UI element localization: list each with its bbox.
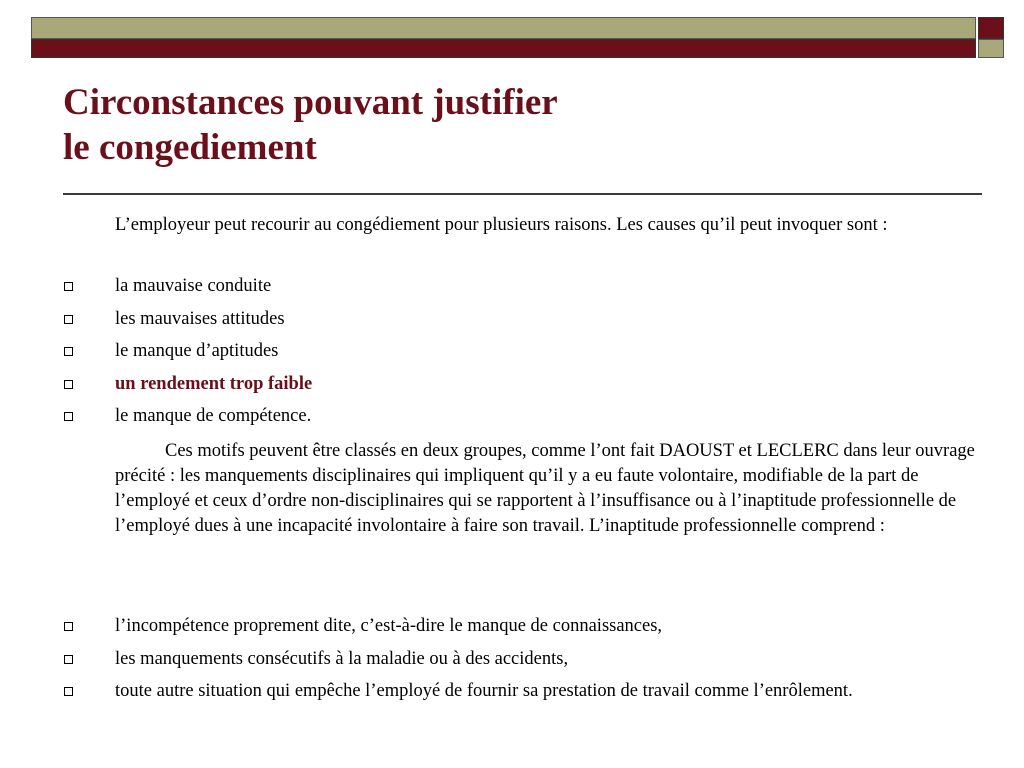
explanation-paragraph: Ces motifs peuvent être classés en deux groupes, comme l’ont fait DAOUST et LECLERC dans leur ouvrage précité : les manquements disciplinaires qui impliquent qu’il y a eu faute volontaire, modifiable de la part de l’employé et ceux d’ordre non-disciplinaires qui se rapportent à l’insuffisance ou à l’inaptitude professionnelle de l’employé dues à une incapacité involontaire à faire son travail. L’inaptitude professionnelle comprend : — [115, 441, 975, 536]
header-bar-olive — [31, 17, 976, 39]
intro-text: L’employeur peut recourir au congédiement pour plusieurs raisons. Les causes qu’il peut invoquer sont : — [115, 215, 888, 235]
title-divider — [63, 193, 982, 195]
corner-square-maroon — [978, 17, 1004, 39]
list-item-text: l’incompétence proprement dite, c’est-à-dire le manque de connaissances, — [115, 616, 663, 636]
hollow-square-bullet-icon — [64, 655, 73, 664]
slide-title-line-2: le congediement — [63, 127, 317, 168]
list-item-text: le manque de compétence. — [115, 406, 312, 426]
hollow-square-bullet-icon — [64, 687, 73, 696]
slide-title — [63, 80, 963, 170]
hollow-square-bullet-icon — [64, 412, 73, 421]
list-item-text: la mauvaise conduite — [115, 276, 272, 296]
list-item-text: toute autre situation qui empêche l’employé de fournir sa prestation de travail comme l’enrôlement. — [115, 681, 853, 701]
hollow-square-bullet-icon — [64, 622, 73, 631]
hollow-square-bullet-icon — [64, 380, 73, 389]
slide-title-line-1: Circonstances pouvant justifier — [63, 82, 558, 123]
corner-square-olive — [978, 39, 1004, 58]
list-item-text: le manque d’aptitudes — [115, 341, 279, 361]
list-item-text-highlighted: un rendement trop faible — [115, 374, 313, 394]
hollow-square-bullet-icon — [64, 282, 73, 291]
hollow-square-bullet-icon — [64, 315, 73, 324]
list-item-text: les manquements consécutifs à la maladie ou à des accidents, — [115, 649, 569, 669]
header-bar-maroon — [31, 39, 976, 58]
hollow-square-bullet-icon — [64, 347, 73, 356]
list-item-text: les mauvaises attitudes — [115, 309, 285, 329]
